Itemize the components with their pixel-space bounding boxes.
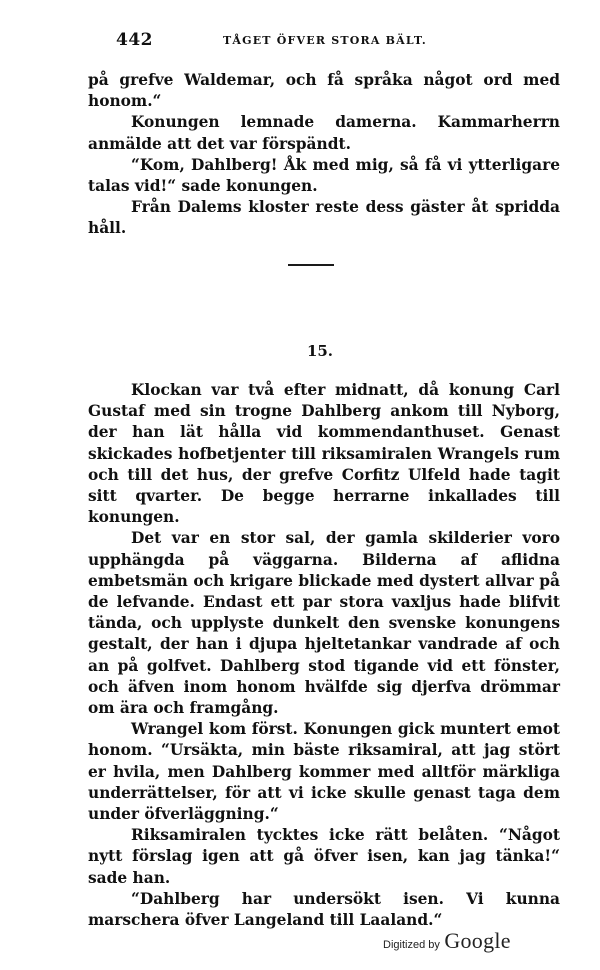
chapter-heading: 15. [306,342,334,360]
google-logo: Google [444,928,511,953]
text-block-top [88,70,560,240]
watermark-prefix: Digitized by [383,939,440,951]
paragraph: “Dahlberg har undersökt isen. Vi kunna marschera öfver Langeland till Laaland.“ [88,889,560,930]
paragraph-continuation: på grefve Waldemar, och få språka något ord med honom.“ [88,71,560,111]
paragraph: Wrangel kom först. Konungen gick muntert emot honom. “Ursäkta, min bäste riksamiral, att jag stört er hvila, men Dahlberg kommer med alltför märkliga underrättelser, för att vi icke skulle genast taga dem under öfverläggning.“ [88,720,560,824]
paragraph: Riksamiralen tycktes icke rätt belåten. “Något nytt förslag igen att gå öfver isen, kan jag tänka!“ sade han. [88,826,560,887]
paragraph: Konungen lemnade damerna. Kammarherrn anmälde att det var förspändt. [88,113,560,153]
text-block-chapter [88,380,560,931]
paragraph: Från Dalems kloster reste dess gäster åt spridda håll. [88,198,560,238]
page-header [88,30,548,54]
paragraph: “Kom, Dahlberg! Åk med mig, så få vi ytterligare talas vid!“ sade konungen. [88,155,560,196]
digitized-watermark [383,928,511,954]
section-divider [288,264,334,266]
running-title: TÅGET ÖFVER STORA BÄLT. [223,34,427,47]
paragraph: Klockan var två efter midnatt, då konung Carl Gustaf med sin trogne Dahlberg ankom till Nyborg, der han lät hålla vid kommendanthuset. Genast skickades hofbetjenter till riksamiralen Wrangels rum och till det hus, der grefve Corfitz Ulfeld hade tagit sitt qvarter. De begge herrarne inkallades till konungen. [88,381,560,527]
paragraph: Det var en stor sal, der gamla skilderier voro upphängda på väggarna. Bilderna af aflidna embetsmän och krigare blickade med dystert allvar på de lefvande. Endast ett par stora vaxljus hade blifvit tända, och upplyste dunkelt den svenske konungens gestalt, der han i djupa hjeltetankar vandrade af och an på golfvet. Dahlberg stod tigande vid ett fönster, och äfven inom honom hvälfde sig djerfva drömmar om ära och framgång. [88,529,560,718]
page-number: 442 [116,30,153,50]
